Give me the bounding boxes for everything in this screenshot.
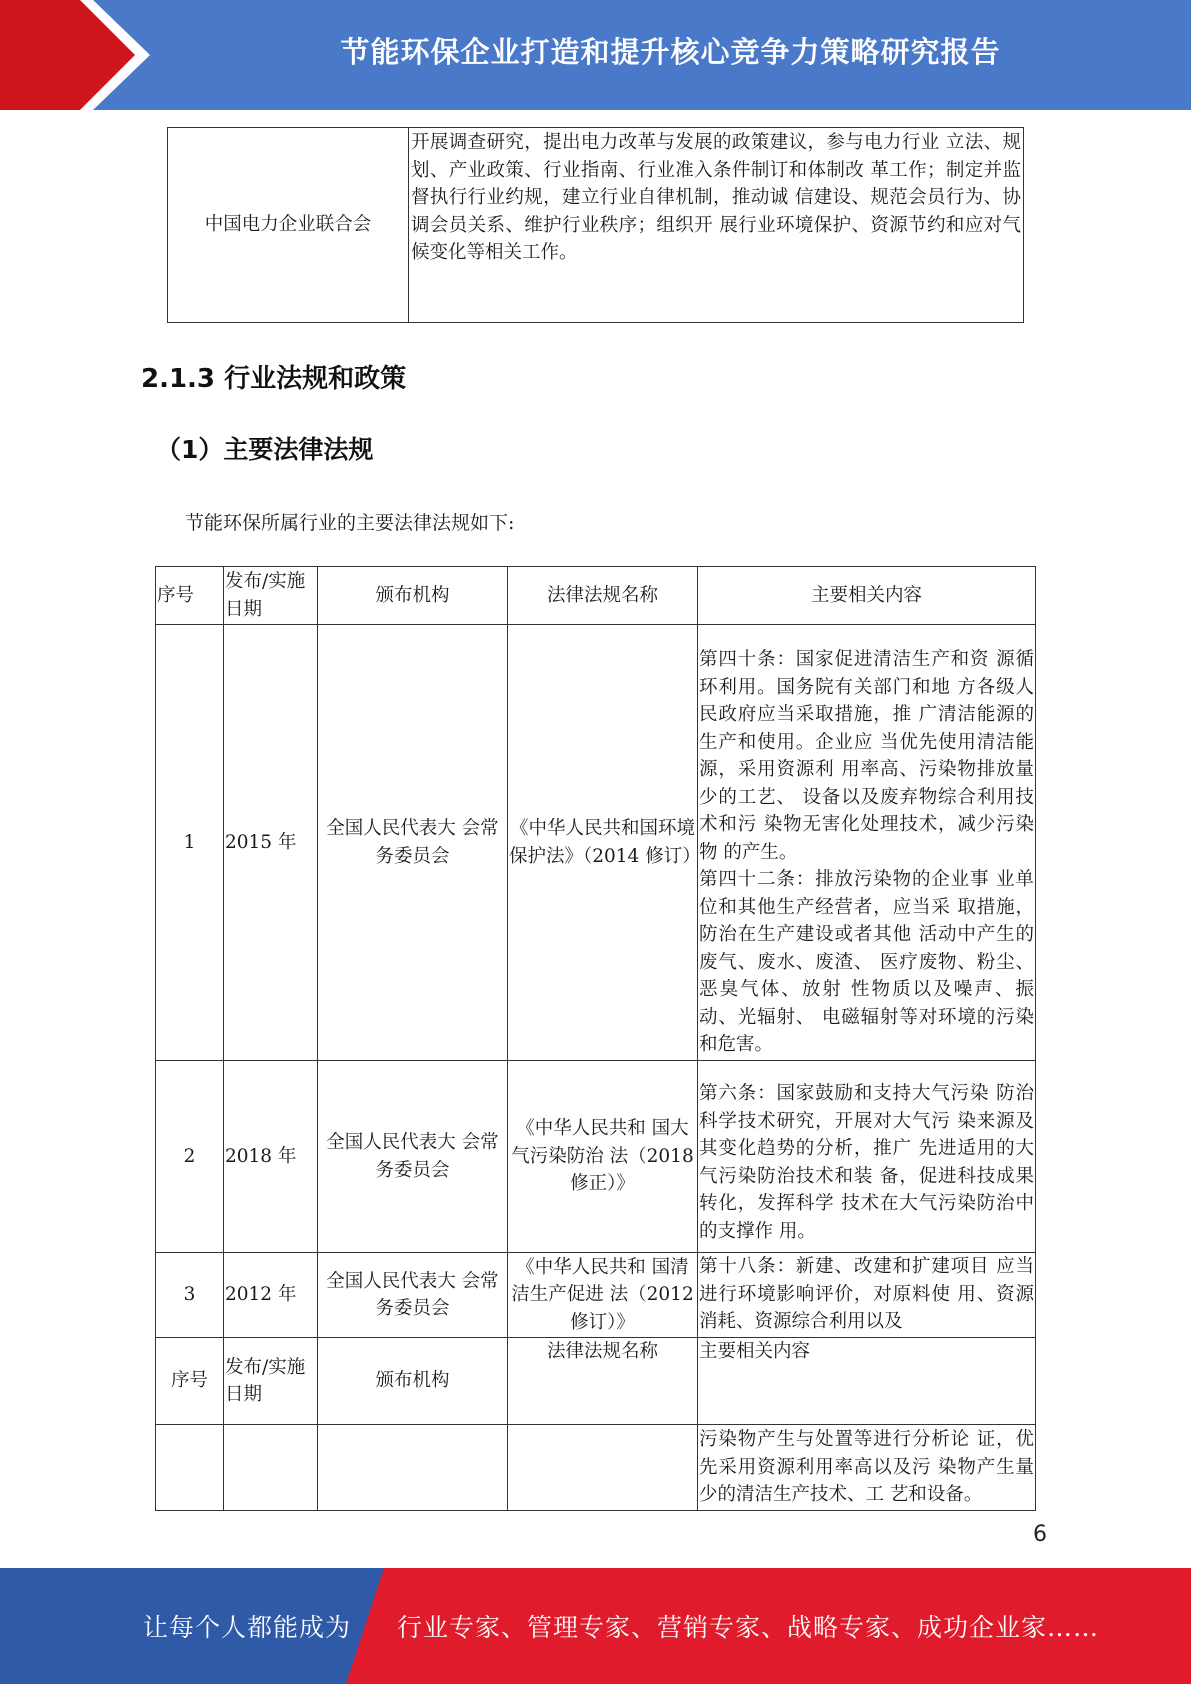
table-row — [156, 1253, 1036, 1338]
page-number: 6 — [1033, 1522, 1047, 1547]
row-law: 《中华人民共和 国大气污染防治 法（2018 修正）》 — [508, 1061, 698, 1253]
row-content: 第十八条：新建、改建和扩建项目 应当进行环境影响评价，对原料使 用、资源消耗、资源综合利用以及 — [698, 1253, 1036, 1338]
association-table — [167, 127, 1024, 323]
row-org: 全国人民代表大 会常务委员会 — [318, 1253, 508, 1338]
row-date: 2018 年 — [224, 1061, 318, 1253]
association-name: 中国电力企业联合会 — [168, 128, 409, 323]
intro-paragraph: 节能环保所属行业的主要法律法规如下: — [185, 512, 515, 534]
header-cell-org: 颁布机构 — [318, 567, 508, 625]
page-footer — [0, 1568, 1191, 1684]
article-42: 第四十二条：排放污染物的企业事 业单位和其他生产经营者，应当采 取措施，防治在生产建设或者其他 活动中产生的废气、废水、废渣、 医疗废物、粉尘、恶臭气体、放射 性物质以及噪声、振动、光辐射、 电磁辐射等对环境的污染和危害。 — [699, 869, 1034, 1056]
row-no: 3 — [156, 1253, 224, 1338]
report-title: 节能环保企业打造和提升核心竞争力策略研究报告 — [340, 34, 1001, 69]
empty-cell — [156, 1425, 224, 1511]
repeated-header-row — [156, 1338, 1036, 1425]
empty-cell — [318, 1425, 508, 1511]
row-date: 2012 年 — [224, 1253, 318, 1338]
row-content: 第六条：国家鼓励和支持大气污染 防治科学技术研究，开展对大气污 染来源及其变化趋势的分析，推广 先进适用的大气污染防治技术和装 备，促进科技成果转化，发挥科学 技术在大气污染防治中的支撑作 用。 — [698, 1061, 1036, 1253]
empty-cell — [508, 1425, 698, 1511]
header-cell-law: 法律法规名称 — [508, 567, 698, 625]
repeat-header-no: 序号 — [156, 1338, 224, 1425]
row-no: 1 — [156, 625, 224, 1061]
table-row — [156, 1425, 1036, 1511]
subsection-heading: （1）主要法律法规 — [156, 435, 374, 464]
row-date: 2015 年 — [224, 625, 318, 1061]
table-row — [168, 128, 1024, 323]
header-cell-no: 序号 — [156, 567, 224, 625]
row-no: 2 — [156, 1061, 224, 1253]
footer-slogan-left: 让每个人都能成为 — [143, 1613, 352, 1642]
repeat-header-law: 法律法规名称 — [508, 1338, 698, 1425]
row-content — [698, 625, 1036, 1061]
header-chevron-graphic — [0, 0, 150, 110]
law-table — [155, 566, 1036, 1511]
footer-slogan-right: 行业专家、管理专家、营销专家、战略专家、成功企业家…… — [397, 1613, 1100, 1642]
row-org: 全国人民代表大 会常务委员会 — [318, 1061, 508, 1253]
association-description: 开展调查研究，提出电力改革与发展的政策建议，参与电力行业 立法、规划、产业政策、行业指南、行业准入条件制订和体制改 革工作；制定并监督执行行业约规，建立行业自律机制，推动诚 信建设、规范会员行为、协调会员关系、维护行业秩序；组织开 展行业环境保护、资源节约和应对气候变化等相关工作。 — [409, 128, 1024, 323]
repeat-header-date: 发布/实施日期 — [224, 1338, 318, 1425]
table-row — [156, 1061, 1036, 1253]
repeat-header-org: 颁布机构 — [318, 1338, 508, 1425]
article-40: 第四十条：国家促进清洁生产和资 源循环利用。国务院有关部门和地 方各级人民政府应当采取措施，推 广清洁能源的生产和使用。企业应 当优先使用清洁能源，采用资源利 用率高、污染物排放量少的工艺、 设备以及废弃物综合利用技术和污 染物无害化处理技术，减少污染物 的产生。 — [699, 649, 1034, 863]
row-law: 《中华人民共和 国清洁生产促进 法（2012 修订）》 — [508, 1253, 698, 1338]
row-content-continuation: 污染物产生与处置等进行分析论 证，优先采用资源利用率高以及污 染物产生量少的清洁生产技术、工 艺和设备。 — [698, 1425, 1036, 1511]
row-org: 全国人民代表大 会常务委员会 — [318, 625, 508, 1061]
table-row — [156, 625, 1036, 1061]
section-heading: 2.1.3 行业法规和政策 — [141, 364, 407, 394]
row-law: 《中华人民共和国环境保护法》（2014 修订） — [508, 625, 698, 1061]
repeat-header-content: 主要相关内容 — [698, 1338, 1036, 1425]
header-cell-date: 发布/实施日期 — [224, 567, 318, 625]
page-header — [0, 0, 1191, 110]
header-cell-content: 主要相关内容 — [698, 567, 1036, 625]
empty-cell — [224, 1425, 318, 1511]
table-header-row — [156, 567, 1036, 625]
